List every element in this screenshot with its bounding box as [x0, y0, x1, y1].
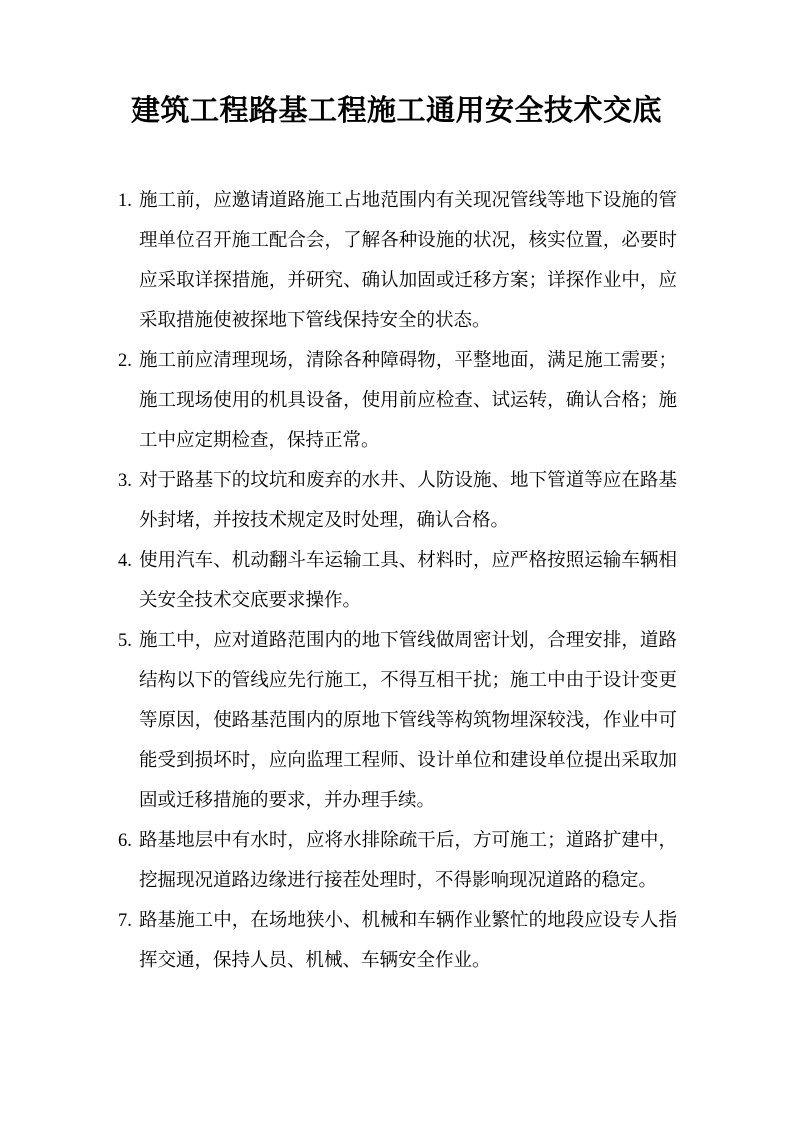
item-text: 对于路基下的坟坑和废弃的水井、人防设施、地下管道等应在路基外封堵，并按技术规定及时处理，确认合格。 [139, 471, 677, 532]
item-number: 3. [118, 471, 132, 492]
numbered-item [118, 461, 677, 541]
document-title: 建筑工程路基工程施工通用安全技术交底 [130, 95, 662, 127]
item-number: 6. [118, 831, 132, 852]
item-text: 路基地层中有水时，应将水排除疏干后，方可施工；道路扩建中，挖掘现况道路边缘进行接茬处理时，不得影响现况道路的稳定。 [139, 831, 677, 892]
item-text: 路基施工中，在场地狭小、机械和车辆作业繁忙的地段应设专人指挥交通，保持人员、机械、车辆安全作业。 [139, 911, 677, 972]
item-number: 1. [118, 191, 132, 212]
item-text: 使用汽车、机动翻斗车运输工具、材料时，应严格按照运输车辆相关安全技术交底要求操作。 [139, 551, 677, 612]
item-text: 施工前应清理现场，清除各种障碍物，平整地面，满足施工需要；施工现场使用的机具设备，使用前应检查、试运转，确认合格；施工中应定期检查，保持正常。 [139, 351, 677, 452]
numbered-item [118, 821, 677, 901]
item-list [0, 181, 793, 981]
item-text: 施工中，应对道路范围内的地下管线做周密计划，合理安排，道路结构以下的管线应先行施工，不得互相干扰；施工中由于设计变更等原因，使路基范围内的原地下管线等构筑物埋深较浅，作业中可能受到损坏时，应向监理工程师、设计单位和建设单位提出采取加固或迁移措施的要求，并办理手续。 [139, 631, 677, 812]
item-text: 施工前，应邀请道路施工占地范围内有关现况管线等地下设施的管理单位召开施工配合会，了解各种设施的状况，核实位置，必要时应采取详探措施，并研究、确认加固或迁移方案；详探作业中，应采取措施使被探地下管线保持安全的状态。 [139, 191, 677, 332]
item-number: 7. [118, 911, 132, 932]
numbered-item [118, 621, 677, 821]
numbered-item [118, 181, 677, 341]
item-number: 5. [118, 631, 132, 652]
item-number: 4. [118, 551, 132, 572]
numbered-item [118, 341, 677, 461]
numbered-item [118, 901, 677, 981]
numbered-item [118, 541, 677, 621]
item-number: 2. [118, 351, 132, 372]
